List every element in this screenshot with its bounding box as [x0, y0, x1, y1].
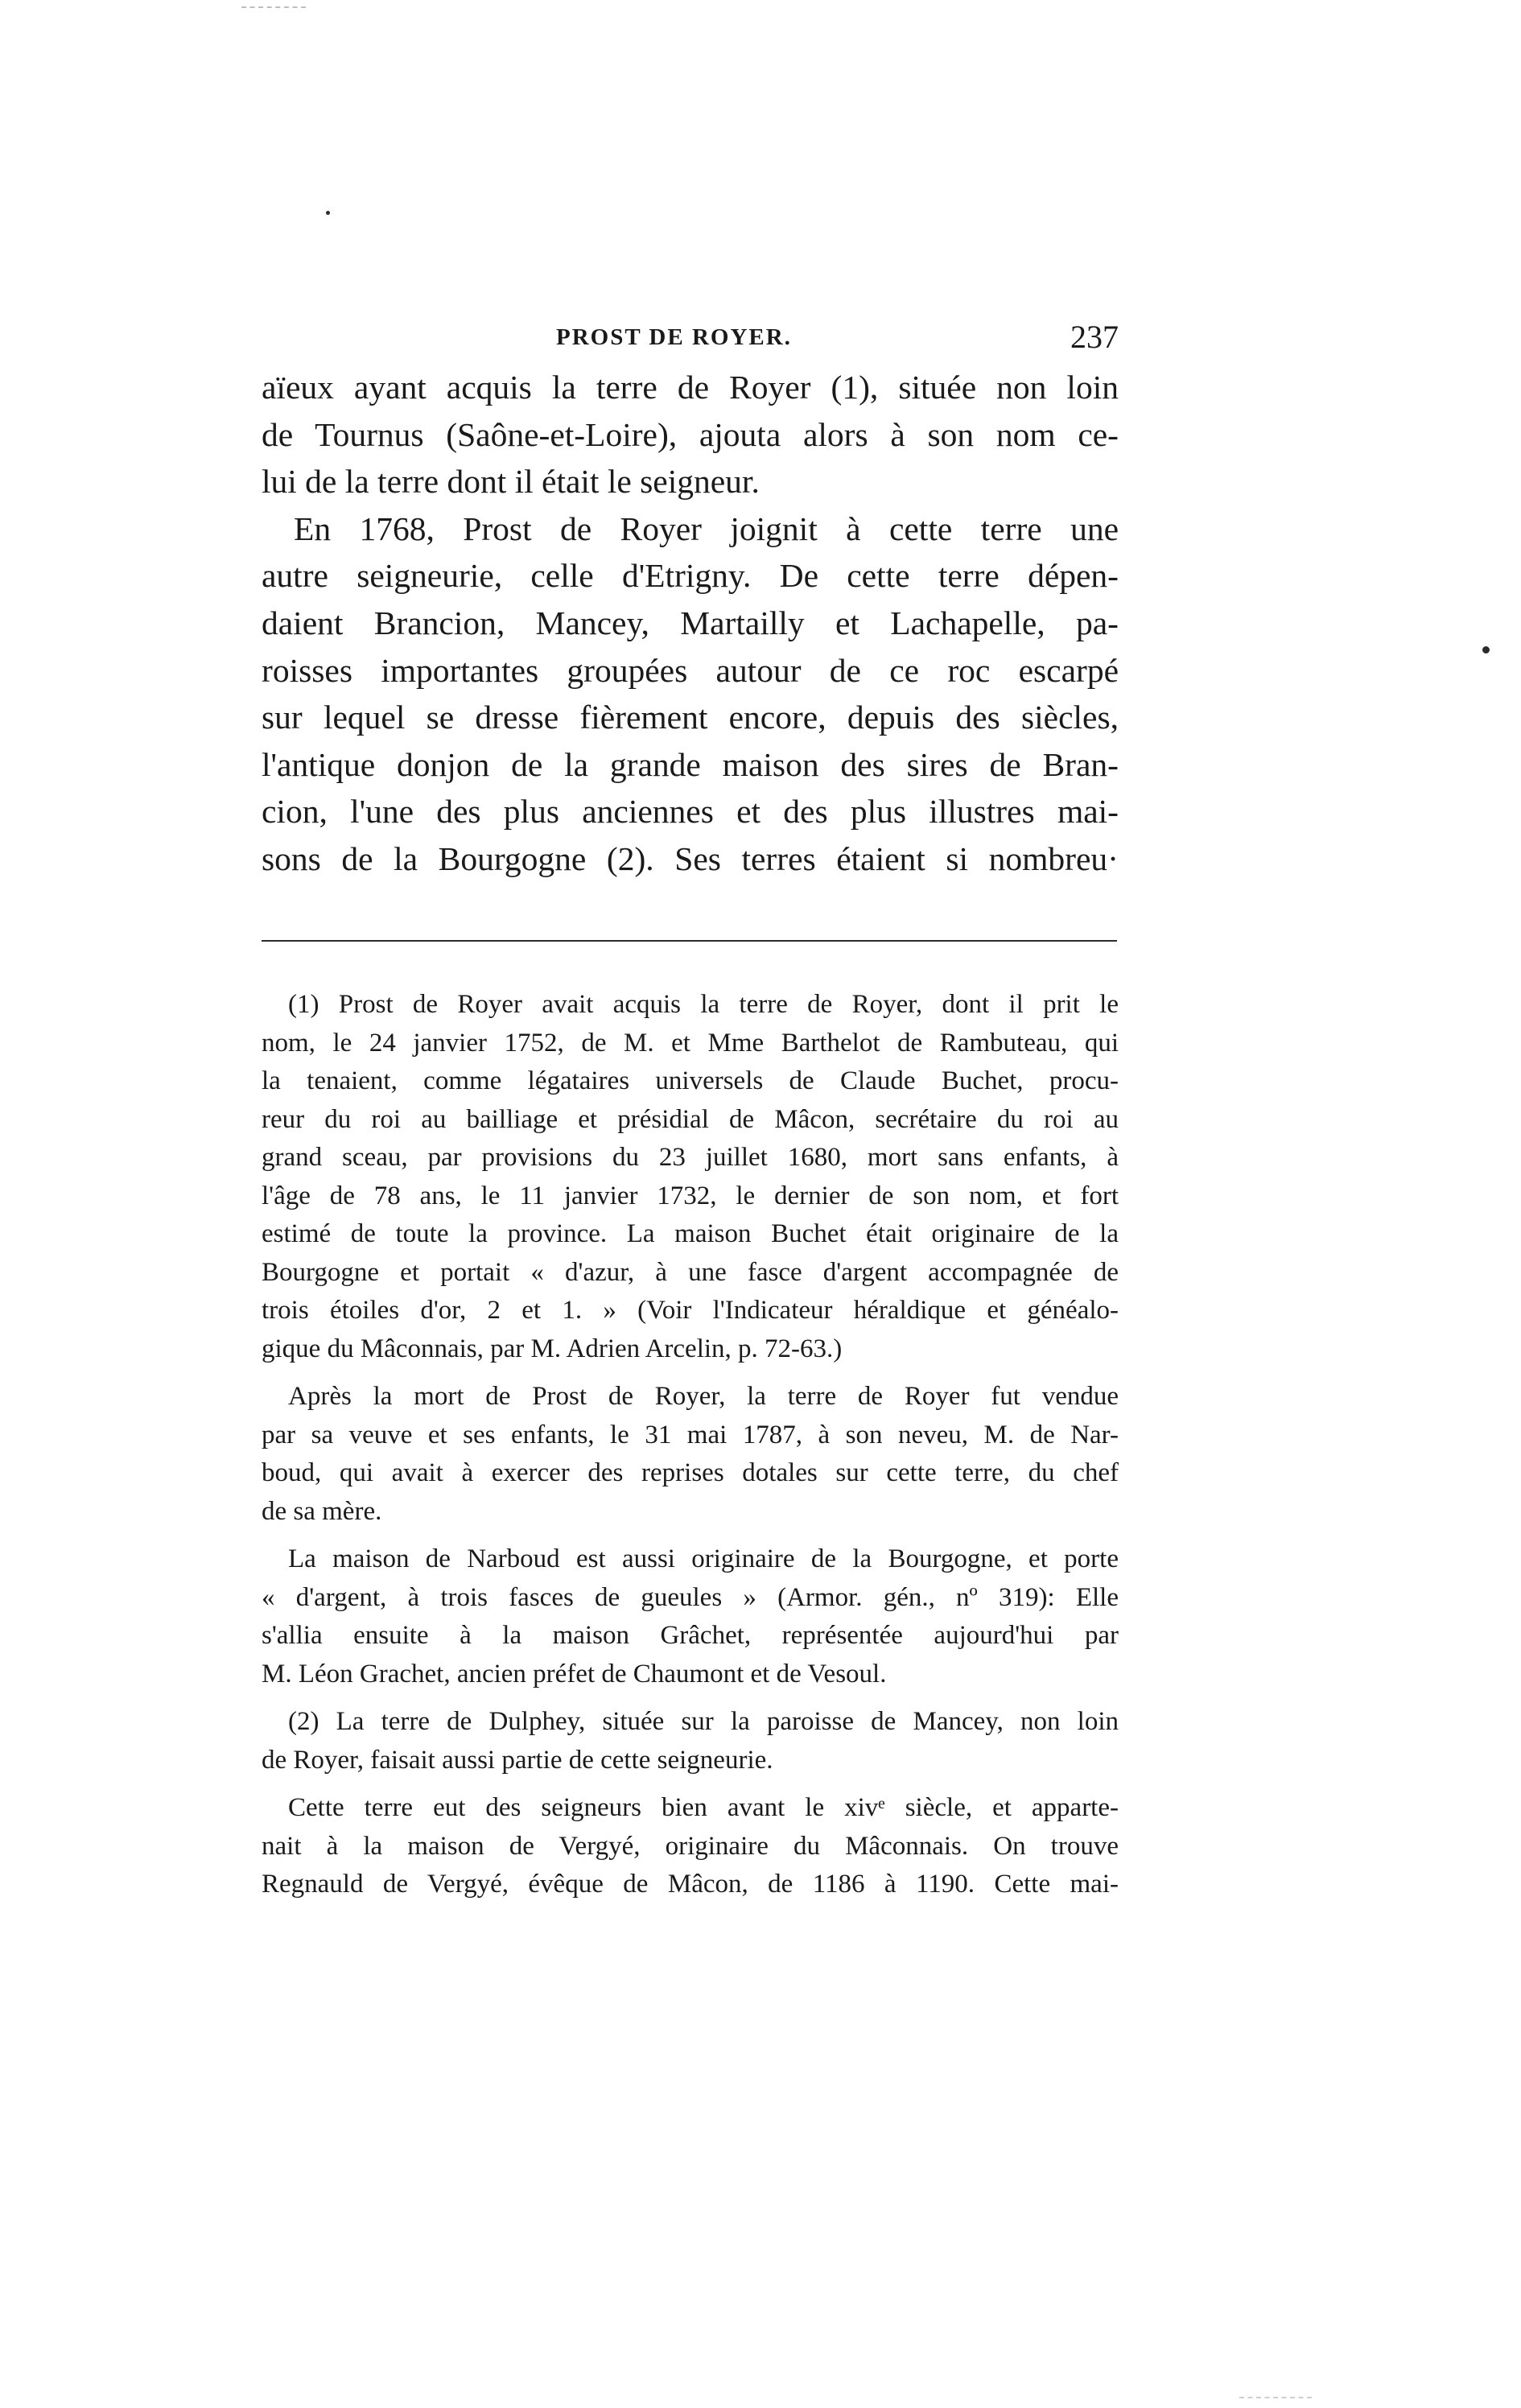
- scan-artifact-dash: [1239, 2397, 1312, 2398]
- footnote-2-continuation: [262, 1789, 1119, 1904]
- footnote-2: [262, 1703, 1119, 1779]
- page-number: 237: [1070, 319, 1119, 355]
- footnote-line: estimé de toute la province. La maison Buchet était originaire de la: [262, 1219, 1119, 1248]
- footnote-line: Après la mort de Prost de Royer, la terre de Royer fut vendue: [288, 1382, 1119, 1411]
- footnote-line: boud, qui avait à exercer des reprises dotales sur cette terre, du chef: [262, 1458, 1119, 1487]
- body-line: En 1768, Prost de Royer joignit à cette terre une: [294, 509, 1119, 547]
- body-line: sons de la Bourgogne (2). Ses terres étaient si nombreu·: [262, 839, 1119, 877]
- body-line: sur lequel se dresse fièrement encore, depuis des siècles,: [262, 699, 1119, 736]
- scan-speck: [326, 211, 330, 215]
- footnote-line: nait à la maison de Vergyé, originaire du Mâconnais. On trouve: [262, 1831, 1119, 1861]
- page-header: [262, 318, 1119, 358]
- footnote-line: Cette terre eut des seigneurs bien avant le xivᵉ siècle, et apparte-: [288, 1793, 1119, 1822]
- footnote-line: (1) Prost de Royer avait acquis la terre de Royer, dont il prit le: [288, 990, 1119, 1019]
- footnote-line: reur du roi au bailliage et présidial de Mâcon, secrétaire du roi au: [262, 1104, 1119, 1134]
- footnote-narboud: [262, 1540, 1119, 1693]
- footnote-line: trois étoiles d'or, 2 et 1. » (Voir l'Indicateur héraldique et généalo-: [262, 1296, 1119, 1325]
- body-line: lui de la terre dont il était le seigneur.: [262, 463, 760, 501]
- running-head: PROST DE ROYER.: [556, 324, 792, 350]
- footnote-line: (2) La terre de Dulphey, située sur la paroisse de Mancey, non loin: [288, 1707, 1119, 1736]
- footnote-line: Regnauld de Vergyé, évêque de Mâcon, de 1186 à 1190. Cette mai-: [262, 1870, 1119, 1899]
- body-line: cion, l'une des plus anciennes et des plus illustres mai-: [262, 793, 1119, 831]
- footnotes: [262, 986, 1119, 1914]
- body-line: de Tournus (Saône-et-Loire), ajouta alors à son nom ce-: [262, 415, 1119, 453]
- footnote-line: M. Léon Grachet, ancien préfet de Chaumont et de Vesoul.: [262, 1659, 887, 1688]
- footnote-1-continuation: [262, 1378, 1119, 1531]
- footnote-line: l'âge de 78 ans, le 11 janvier 1732, le dernier de son nom, et fort: [262, 1181, 1119, 1210]
- footnote-line: par sa veuve et ses enfants, le 31 mai 1787, à son neveu, M. de Nar-: [262, 1420, 1119, 1449]
- main-text: [262, 364, 1119, 883]
- footnote-line: Bourgogne et portait « d'azur, à une fasce d'argent accompagnée de: [262, 1257, 1119, 1287]
- body-line: l'antique donjon de la grande maison des sires de Bran-: [262, 745, 1119, 783]
- footnote-line: de Royer, faisait aussi partie de cette seigneurie.: [262, 1745, 773, 1775]
- footnote-divider: [262, 940, 1117, 942]
- footnote-line: gique du Mâconnais, par M. Adrien Arcelin, p. 72-63.): [262, 1334, 843, 1363]
- footnote-line: la tenaient, comme légataires universels de Claude Buchet, procu-: [262, 1066, 1119, 1095]
- footnote-1: [262, 986, 1119, 1368]
- footnote-line: s'allia ensuite à la maison Grâchet, représentée aujourd'hui par: [262, 1621, 1119, 1650]
- scan-artifact-dash: [241, 6, 306, 8]
- footnote-line: « d'argent, à trois fasces de gueules » (Armor. gén., nº 319): Elle: [262, 1582, 1119, 1612]
- body-line: daient Brancion, Mancey, Martailly et Lachapelle, pa-: [262, 604, 1119, 641]
- footnote-line: de sa mère.: [262, 1496, 382, 1526]
- scan-speck: [1482, 646, 1490, 654]
- footnote-line: grand sceau, par provisions du 23 juillet 1680, mort sans enfants, à: [262, 1143, 1119, 1172]
- body-line: roisses importantes groupées autour de ce roc escarpé: [262, 651, 1119, 689]
- body-line: aïeux ayant acquis la terre de Royer (1), située non loin: [262, 369, 1119, 406]
- body-line: autre seigneurie, celle d'Etrigny. De cette terre dépen-: [262, 557, 1119, 595]
- footnote-line: La maison de Narboud est aussi originaire de la Bourgogne, et porte: [288, 1544, 1119, 1573]
- footnote-line: nom, le 24 janvier 1752, de M. et Mme Barthelot de Rambuteau, qui: [262, 1028, 1119, 1058]
